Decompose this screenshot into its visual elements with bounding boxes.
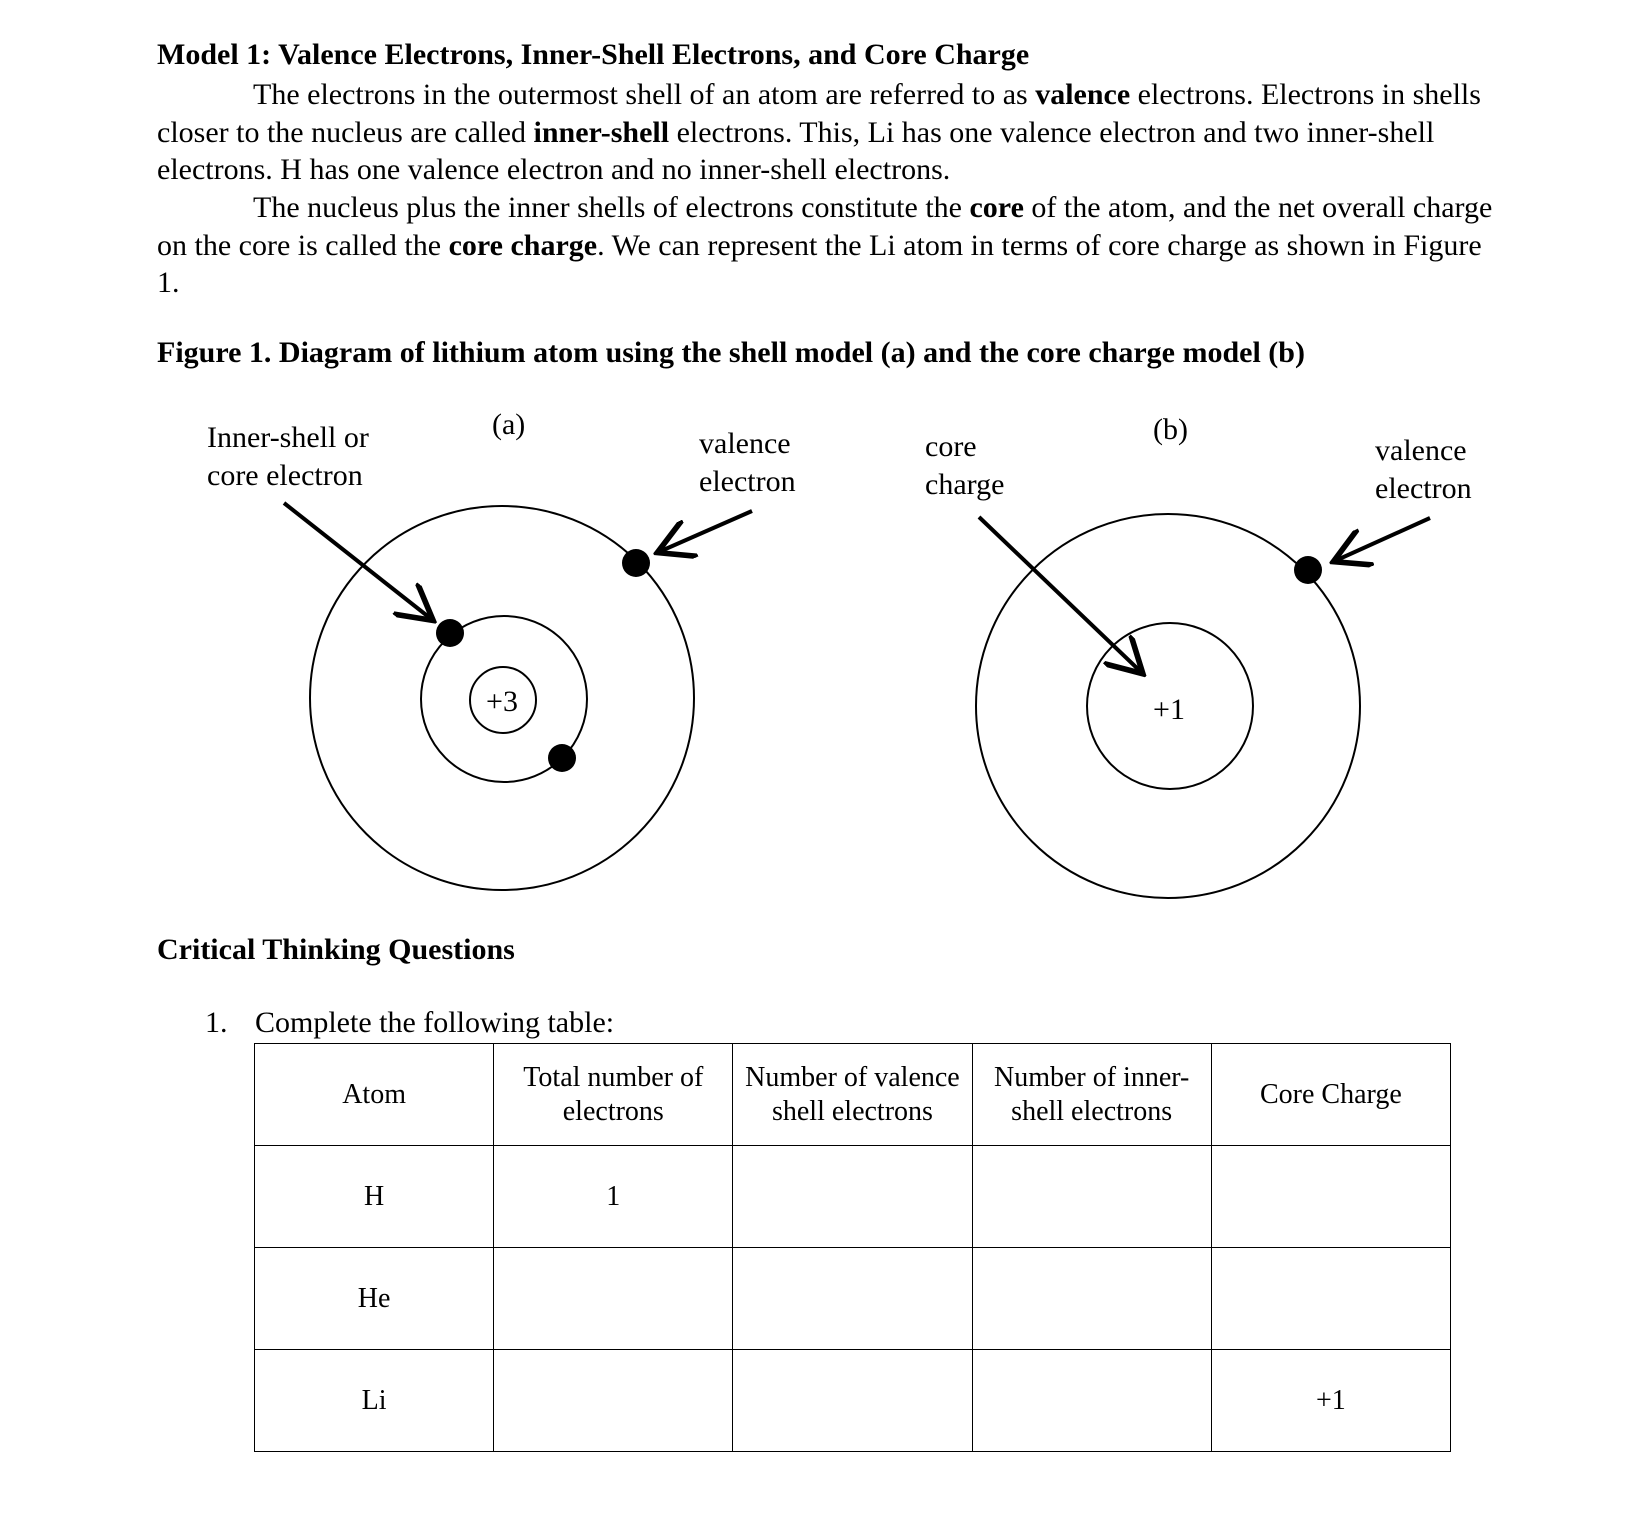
p2-run-0: The nucleus plus the inner shells of electrons constitute the	[253, 191, 970, 224]
p1-run-2: electrons. Electrons in shells closer to the nucleus are called	[157, 78, 1481, 149]
core-charge-value: +1	[1153, 693, 1185, 726]
p2-run-2: of the atom, and the net overall charge on the core is called the	[157, 191, 1493, 262]
p1-run-3-term: inner-shell	[533, 115, 670, 149]
cell-valence-electrons[interactable]	[733, 1248, 972, 1350]
cell-atom: H	[255, 1146, 494, 1248]
cell-atom: He	[255, 1248, 494, 1350]
shell-model-a	[284, 503, 752, 890]
p1-run-0: The electrons in the outermost shell of an atom are referred to as	[253, 78, 1036, 111]
cell-core-charge[interactable]	[1211, 1146, 1450, 1248]
cell-inner-shell-electrons[interactable]	[972, 1248, 1211, 1350]
header-total-electrons: Total number of electrons	[494, 1044, 733, 1146]
cell-valence-electrons[interactable]	[733, 1350, 972, 1452]
valence-label-a: valence electron	[699, 427, 796, 498]
arrow-inner-electron	[284, 503, 430, 618]
header-valence-electrons: Number of valence shell electrons	[733, 1044, 972, 1146]
arrow-valence-a	[661, 511, 752, 551]
core-charge-model-b	[976, 514, 1430, 898]
p2-run-4: . We can represent the Li atom in terms of core charge as shown in Figure 1.	[157, 228, 1482, 299]
cell-total-electrons[interactable]: 1	[494, 1146, 733, 1248]
cell-core-charge[interactable]	[1211, 1248, 1450, 1350]
nucleus-charge: +3	[486, 685, 518, 718]
cell-valence-electrons[interactable]	[733, 1146, 972, 1248]
arrow-valence-b	[1337, 518, 1430, 560]
paragraph-valence	[157, 76, 1507, 189]
inner-electron-2	[548, 744, 576, 772]
p1-run-4: electrons. This, Li has one valence electron and two inner-shell electrons. H has one valence electron and no inner-shell electrons.	[157, 115, 1435, 186]
cell-total-electrons[interactable]	[494, 1350, 733, 1452]
figure-b-label: (b)	[1153, 413, 1188, 446]
table-row	[255, 1248, 1451, 1350]
question-number: 1.	[205, 1006, 228, 1039]
question-1	[205, 1006, 614, 1040]
paragraph-core-charge	[157, 189, 1507, 302]
critical-thinking-heading: Critical Thinking Questions	[157, 933, 515, 966]
table-header-row	[255, 1044, 1451, 1146]
cell-inner-shell-electrons[interactable]	[972, 1146, 1211, 1248]
model-title: Model 1: Valence Electrons, Inner-Shell Electrons, and Core Charge	[157, 38, 1030, 71]
p1-run-1-term: valence	[1035, 78, 1131, 111]
atom-table	[254, 1043, 1451, 1452]
figure-title: Figure 1. Diagram of lithium atom using the shell model (a) and the core charge model (b)	[157, 336, 1305, 369]
cell-atom: Li	[255, 1350, 494, 1452]
core-charge-label: core charge	[925, 430, 1005, 501]
p2-run-3-term: core charge	[448, 228, 598, 262]
header-core-charge: Core Charge	[1211, 1044, 1450, 1146]
cell-total-electrons[interactable]	[494, 1248, 733, 1350]
inner-electron-1	[436, 619, 464, 647]
lithium-atom-diagram	[0, 380, 1640, 920]
inner-shell-label: Inner-shell or core electron	[207, 421, 369, 492]
cell-core-charge[interactable]: +1	[1211, 1350, 1450, 1452]
table-row	[255, 1350, 1451, 1452]
arrow-core-charge	[979, 517, 1140, 671]
valence-electron-b	[1294, 556, 1322, 584]
figure-a-label: (a)	[492, 408, 526, 441]
valence-label-b: valence electron	[1375, 434, 1472, 505]
valence-electron-a	[622, 549, 650, 577]
question-text: Complete the following table:	[255, 1006, 615, 1039]
table-row	[255, 1146, 1451, 1248]
header-atom: Atom	[255, 1044, 494, 1146]
p2-run-1-term: core	[969, 191, 1024, 224]
header-inner-shell-electrons: Number of inner-shell electrons	[972, 1044, 1211, 1146]
cell-inner-shell-electrons[interactable]	[972, 1350, 1211, 1452]
